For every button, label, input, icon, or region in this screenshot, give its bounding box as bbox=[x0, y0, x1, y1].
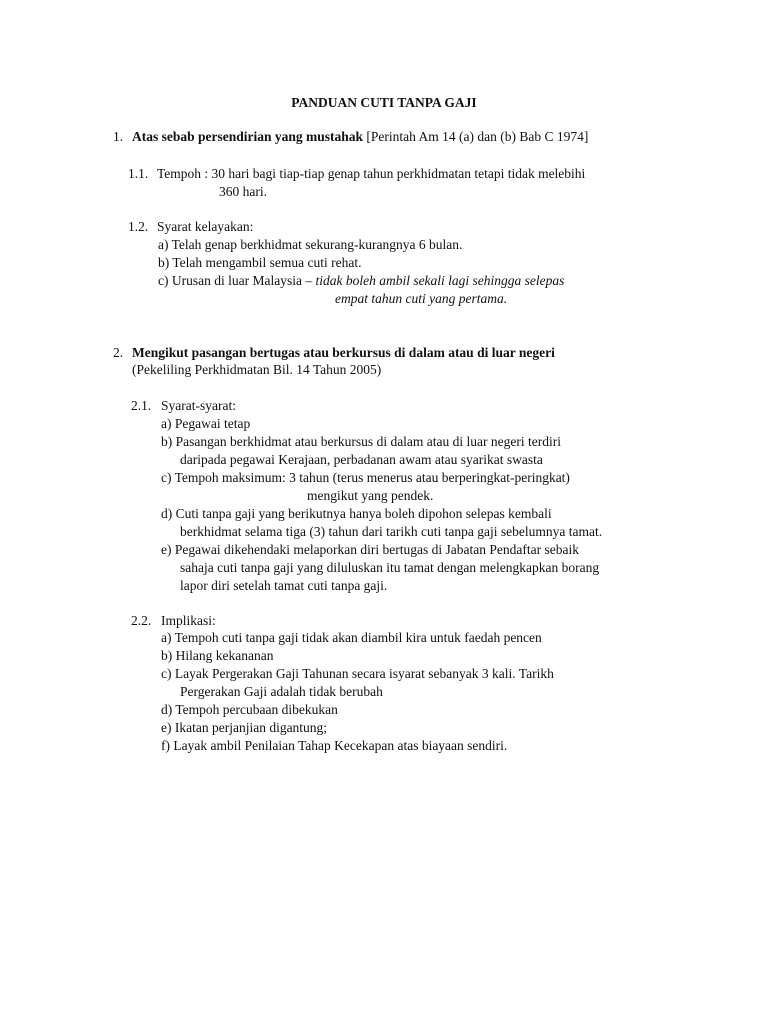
item-2-1-b-line-2: daripada pegawai Kerajaan, perbadanan awam atau syarikat swasta bbox=[180, 452, 543, 467]
item-2-1-number: 2.1. bbox=[131, 398, 152, 413]
item-1-2-c-italic-1: tidak boleh ambil sekali lagi sehingga selepas bbox=[315, 273, 565, 288]
section-2-reference: (Pekeliling Perkhidmatan Bil. 14 Tahun 2005) bbox=[132, 362, 382, 377]
item-2-2-d: d) Tempoh percubaan dibekukan bbox=[161, 702, 338, 717]
item-2-2-label: Implikasi: bbox=[161, 613, 216, 628]
item-2-1-c-line-2: mengikut yang pendek. bbox=[307, 488, 434, 503]
item-1-1-line-2: 360 hari. bbox=[219, 184, 267, 199]
item-2-1-a: a) Pegawai tetap bbox=[161, 416, 251, 431]
item-2-1-e-line-1: e) Pegawai dikehendaki melaporkan diri bertugas di Jabatan Pendaftar sebaik bbox=[161, 542, 579, 557]
section-2-number: 2. bbox=[113, 345, 124, 360]
section-1-reference: [Perintah Am 14 (a) dan (b) Bab C 1974] bbox=[363, 129, 589, 144]
item-1-2-c-text: c) Urusan di luar Malaysia – bbox=[158, 273, 316, 288]
section-1-heading-text: Atas sebab persendirian yang mustahak bbox=[132, 129, 364, 144]
item-1-2-a: a) Telah genap berkhidmat sekurang-kurangnya 6 bulan. bbox=[158, 237, 463, 252]
item-1-2-label: Syarat kelayakan: bbox=[157, 219, 254, 234]
item-2-1-e-line-2: sahaja cuti tanpa gaji yang diluluskan itu tamat dengan melengkapkan borang bbox=[180, 560, 600, 575]
document-title: PANDUAN CUTI TANPA GAJI bbox=[291, 95, 477, 110]
item-1-1-number: 1.1. bbox=[128, 166, 149, 181]
item-2-1-d-line-1: d) Cuti tanpa gaji yang berikutnya hanya boleh dipohon selepas kembali bbox=[161, 506, 552, 521]
item-1-2-c bbox=[158, 272, 564, 290]
item-1-2-number: 1.2. bbox=[128, 219, 149, 234]
item-2-2-e: e) Ikatan perjanjian digantung; bbox=[161, 720, 328, 735]
item-2-2-c-line-1: c) Layak Pergerakan Gaji Tahunan secara isyarat sebanyak 3 kali. Tarikh bbox=[161, 666, 554, 681]
item-1-2-b: b) Telah mengambil semua cuti rehat. bbox=[158, 255, 362, 270]
item-1-1-line-1: Tempoh : 30 hari bagi tiap-tiap genap tahun perkhidmatan tetapi tidak melebihi bbox=[157, 166, 586, 181]
section-2-heading: Mengikut pasangan bertugas atau berkursus di dalam atau di luar negeri bbox=[132, 345, 555, 360]
item-2-2-f: f) Layak ambil Penilaian Tahap Kecekapan atas biayaan sendiri. bbox=[161, 738, 508, 753]
item-2-2-number: 2.2. bbox=[131, 613, 152, 628]
item-2-1-b-line-1: b) Pasangan berkhidmat atau berkursus di dalam atau di luar negeri terdiri bbox=[161, 434, 561, 449]
item-2-1-label: Syarat-syarat: bbox=[161, 398, 236, 413]
item-2-2-b: b) Hilang kekananan bbox=[161, 648, 274, 663]
item-2-1-d-line-2: berkhidmat selama tiga (3) tahun dari tarikh cuti tanpa gaji sebelumnya tamat. bbox=[180, 524, 603, 539]
item-2-1-e-line-3: lapor diri setelah tamat cuti tanpa gaji. bbox=[180, 578, 388, 593]
item-2-2-c-line-2: Pergerakan Gaji adalah tidak berubah bbox=[180, 684, 383, 699]
section-1-number: 1. bbox=[113, 129, 124, 144]
item-1-2-c-italic-2: empat tahun cuti yang pertama. bbox=[335, 291, 508, 306]
item-2-1-c-line-1: c) Tempoh maksimum: 3 tahun (terus menerus atau berperingkat-peringkat) bbox=[161, 470, 570, 485]
item-2-2-a: a) Tempoh cuti tanpa gaji tidak akan diambil kira untuk faedah pencen bbox=[161, 630, 542, 645]
section-1-heading bbox=[132, 128, 588, 146]
